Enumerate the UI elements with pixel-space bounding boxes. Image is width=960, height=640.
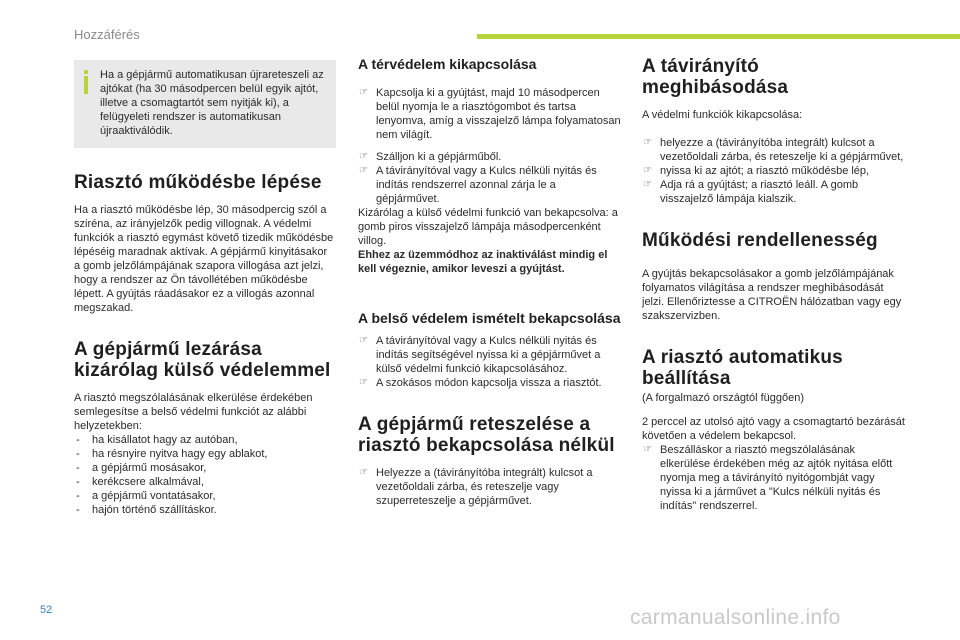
list-item: - a gépjármű mosásakor,: [76, 462, 207, 474]
situation-list: [74, 433, 336, 517]
arrow-bullet-icon: ☞: [359, 151, 368, 162]
list-item: ☞ Adja rá a gyújtást; a riasztó leáll. A gomb visszajelző lámpája kialszik.: [643, 179, 859, 205]
list-item: ☞ Szálljon ki a gépjárműből.: [359, 151, 502, 163]
alarm-triggering-text: Ha a riasztó működésbe lép, 30 másodpercig szól a sziréna, az irányjelzők pedig villognak. A védelmi funkciók a riasztó egymást követő tizedik működésbe lépéséig maradnak aktívak. A gépjármű kinyitásakor a gomb jelzőlámpájának szapora villogása azt jelzi, hogy a rendszer az Ön távollétében működésbe lépett. A gyújtás ráadásakor ez a villogás azonnal megszakad.: [74, 204, 334, 314]
list-item: ☞ A távirányítóval vagy a Kulcs nélküli nyitás és indítás rendszerrel azonnal zárja le a gépjárművet.: [359, 165, 597, 205]
info-note-text: Ha a gépjármű automatikusan újrareteszeli az ajtókat (ha 30 másodpercen belül egyik ajtót, illetve a csomagtartót sem nyitják ki), a felügyeleti rendszer is automatikusan újraaktiválódik.: [100, 69, 324, 137]
header-accent-bar: [477, 34, 960, 39]
deactivation-warning: Ehhez az üzemmódhoz az inaktiválást mindig el kell végeznie, amikor leveszi a gyújtást.: [358, 249, 608, 275]
arrow-bullet-icon: ☞: [643, 137, 652, 148]
heading-interior-protection-off: A térvédelem kikapcsolása: [358, 56, 537, 72]
exterior-only-intro: A riasztó megszólalásának elkerülése érdekében semlegesítse a belső védelmi funkciót az alábbi helyzetekben:: [74, 392, 313, 432]
arrow-bullet-icon: ☞: [643, 179, 652, 190]
watermark: carmanualsonline.info: [630, 606, 841, 629]
interior-off-steps: [358, 86, 622, 142]
arrow-bullet-icon: ☞: [359, 377, 368, 388]
arrow-bullet-icon: ☞: [643, 444, 652, 455]
list-item: - a gépjármű vontatásakor,: [76, 490, 216, 502]
automatic-alarm-subtitle: (A forgalmazó országtól függően): [642, 392, 805, 404]
page-number: 52: [40, 604, 53, 616]
arrow-bullet-icon: ☞: [359, 335, 368, 346]
arrow-bullet-icon: ☞: [643, 165, 652, 176]
arrow-bullet-icon: ☞: [359, 467, 368, 478]
exterior-only-info: Kizárólag a külső védelmi funkció van bekapcsolva: a gomb piros visszajelző lámpája másodpercenként villog.: [358, 207, 618, 247]
lock-without-alarm-steps: [358, 466, 622, 508]
list-item: - kerékcsere alkalmával,: [76, 476, 204, 488]
heading-interior-reactivation: A belső védelem ismételt bekapcsolása: [358, 310, 621, 326]
column-3: [642, 56, 906, 513]
arrow-bullet-icon: ☞: [359, 165, 368, 176]
list-item: ☞ A távirányítóval vagy a Kulcs nélküli nyitás és indítás segítségével nyissa ki a gépjárművet a külső védelmi funkció kikapcsolásához.: [359, 335, 601, 375]
list-item: ☞ Helyezze a (távirányítóba integrált) kulcsot a vezetőoldali zárba, és reteszelje vagy szuperreteszelje a gépjárművet.: [359, 467, 593, 507]
list-item: ☞ Beszálláskor a riasztó megszólalásának elkerülése érdekében még az ajtók nyitása előtt nyomja meg a távirányító nyitógombját vagy nyissa ki a járművet a "Kulcs nélküli nyitás és indítás" rendszerrel.: [643, 444, 893, 512]
malfunction-text: A gyújtás bekapcsolásakor a gomb jelzőlámpájának folyamatos világítása a rendszer meghibásodását jelzi. Ellenőriztesse a CITROËN hálózatban vagy egy szakszervizben.: [642, 268, 902, 322]
list-item: - hajón történő szállításkor.: [76, 504, 217, 516]
heading-malfunction: Működési rendellenesség: [642, 230, 878, 251]
remote-failure-steps: [642, 136, 906, 206]
list-item: ☞ nyissa ki az ajtót; a riasztó működésbe lép,: [643, 165, 870, 177]
list-item: - ha résnyire nyitva hagy egy ablakot,: [76, 448, 268, 460]
column-2: [358, 56, 622, 508]
list-item: ☞ helyezze a (távirányítóba integrált) kulcsot a vezetőoldali zárba, és reteszelje ki a gépjárművet,: [643, 137, 904, 163]
list-item: ☞ Kapcsolja ki a gyújtást, majd 10 másodpercen belül nyomja le a riasztógombot és tartsa lenyomva, amíg a visszajelző lámpa folyamatosan nem világít.: [359, 87, 621, 141]
automatic-alarm-text: 2 perccel az utolsó ajtó vagy a csomagtartó bezárását követően a védelem bekapcsol.: [642, 416, 905, 442]
reactivation-steps: [358, 334, 622, 390]
automatic-alarm-steps: [642, 443, 906, 513]
arrow-bullet-icon: ☞: [359, 87, 368, 98]
remote-failure-intro: A védelmi funkciók kikapcsolása:: [642, 109, 803, 121]
interior-off-steps-2: [358, 150, 622, 206]
heading-automatic-alarm: A riasztó automatikus beállítása: [642, 347, 843, 389]
heading-lock-without-alarm: A gépjármű reteszelése a riasztó bekapcsolása nélkül: [358, 414, 615, 456]
column-1: [74, 56, 336, 517]
list-item: - ha kisállatot hagy az autóban,: [76, 434, 238, 446]
list-item: ☞ A szokásos módon kapcsolja vissza a riasztót.: [359, 377, 602, 389]
heading-remote-failure: A távirányító meghibásodása: [642, 56, 789, 98]
info-icon: [83, 70, 89, 94]
heading-exterior-only-locking: A gépjármű lezárása kizárólag külső védelemmel: [74, 339, 331, 381]
info-note: [74, 60, 336, 148]
section-header-title: Hozzáférés: [74, 27, 140, 42]
heading-alarm-triggering: Riasztó működésbe lépése: [74, 172, 322, 193]
